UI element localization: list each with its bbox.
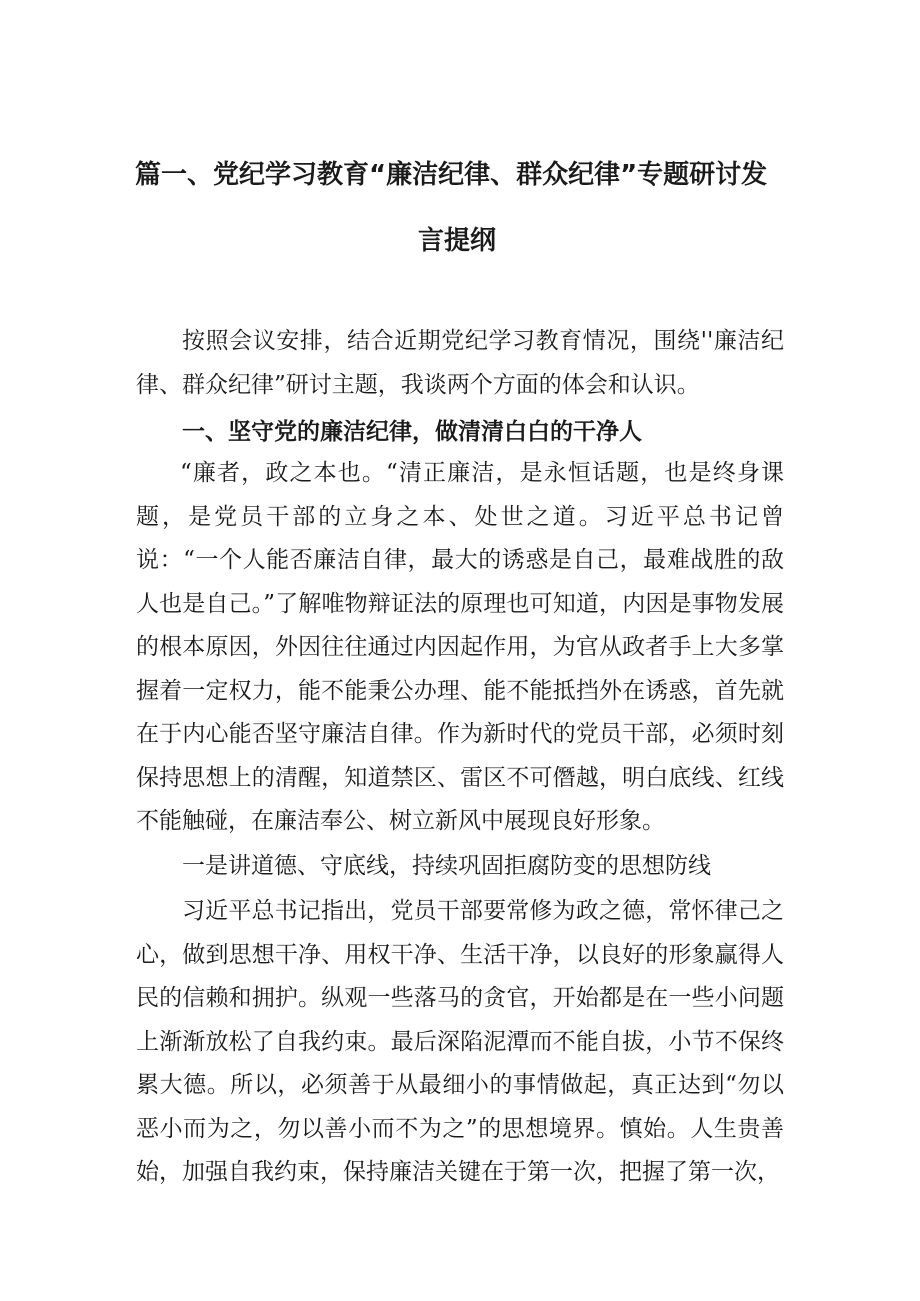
subsection-1-paragraph: 习近平总书记指出，党员干部要常修为政之德，常怀律己之心，做到思想干净、用权干净、生活干净，以良好的形象赢得人民的信赖和拥护。纵观一些落马的贪官，开始都是在一些小问题上渐渐放松了自我约束。最后深陷泥潭而不能自拔，小节不保终累大德。所以，必须善于从最细小的事情做起，真正达到“勿以恶小而为之，勿以善小而不为之”的思想境界。慎始。人生贵善始，加强自我约束，保持廉洁关键在于第一次，把握了第一次， xyxy=(136,898,784,1185)
document-title-line-1: 篇一、党纪学习教育“廉洁纪律、群众纪律”专题研讨发 xyxy=(135,160,768,190)
intro-paragraph: 按照会议安排，结合近期党纪学习教育情况，围绕''廉洁纪律、群众纪律”研讨主题，我谈两个方面的体会和认识。 xyxy=(136,328,784,398)
section-1-heading: 一、坚守党的廉洁纪律，做清清白白的干净人 xyxy=(182,419,642,445)
section-1-paragraph: “廉者，政之本也。“清正廉洁，是永恒话题，也是终身课题，是党员干部的立身之本、处世之道。习近平总书记曾说：“一个人能否廉洁自律，最大的诱惑是自己，最难战胜的敌人也是自己。”了解唯物辩证法的原理也可知道，内因是事物发展的根本原因，外因往往通过内因起作用，为官从政者手上大多掌握着一定权力，能不能秉公办理、能不能抵挡外在诱惑，首先就在于内心能否坚守廉洁自律。作为新时代的党员干部，必须时刻保持思想上的清醒，知道禁区、雷区不可僭越，明白底线、红线不能触碰，在廉洁奉公、树立新风中展现良好形象。 xyxy=(136,460,784,834)
document-title-line-2: 言提纲 xyxy=(418,226,497,256)
subsection-1-heading: 一是讲道德、守底线，持续巩固拒腐防变的思想防线 xyxy=(182,853,711,879)
